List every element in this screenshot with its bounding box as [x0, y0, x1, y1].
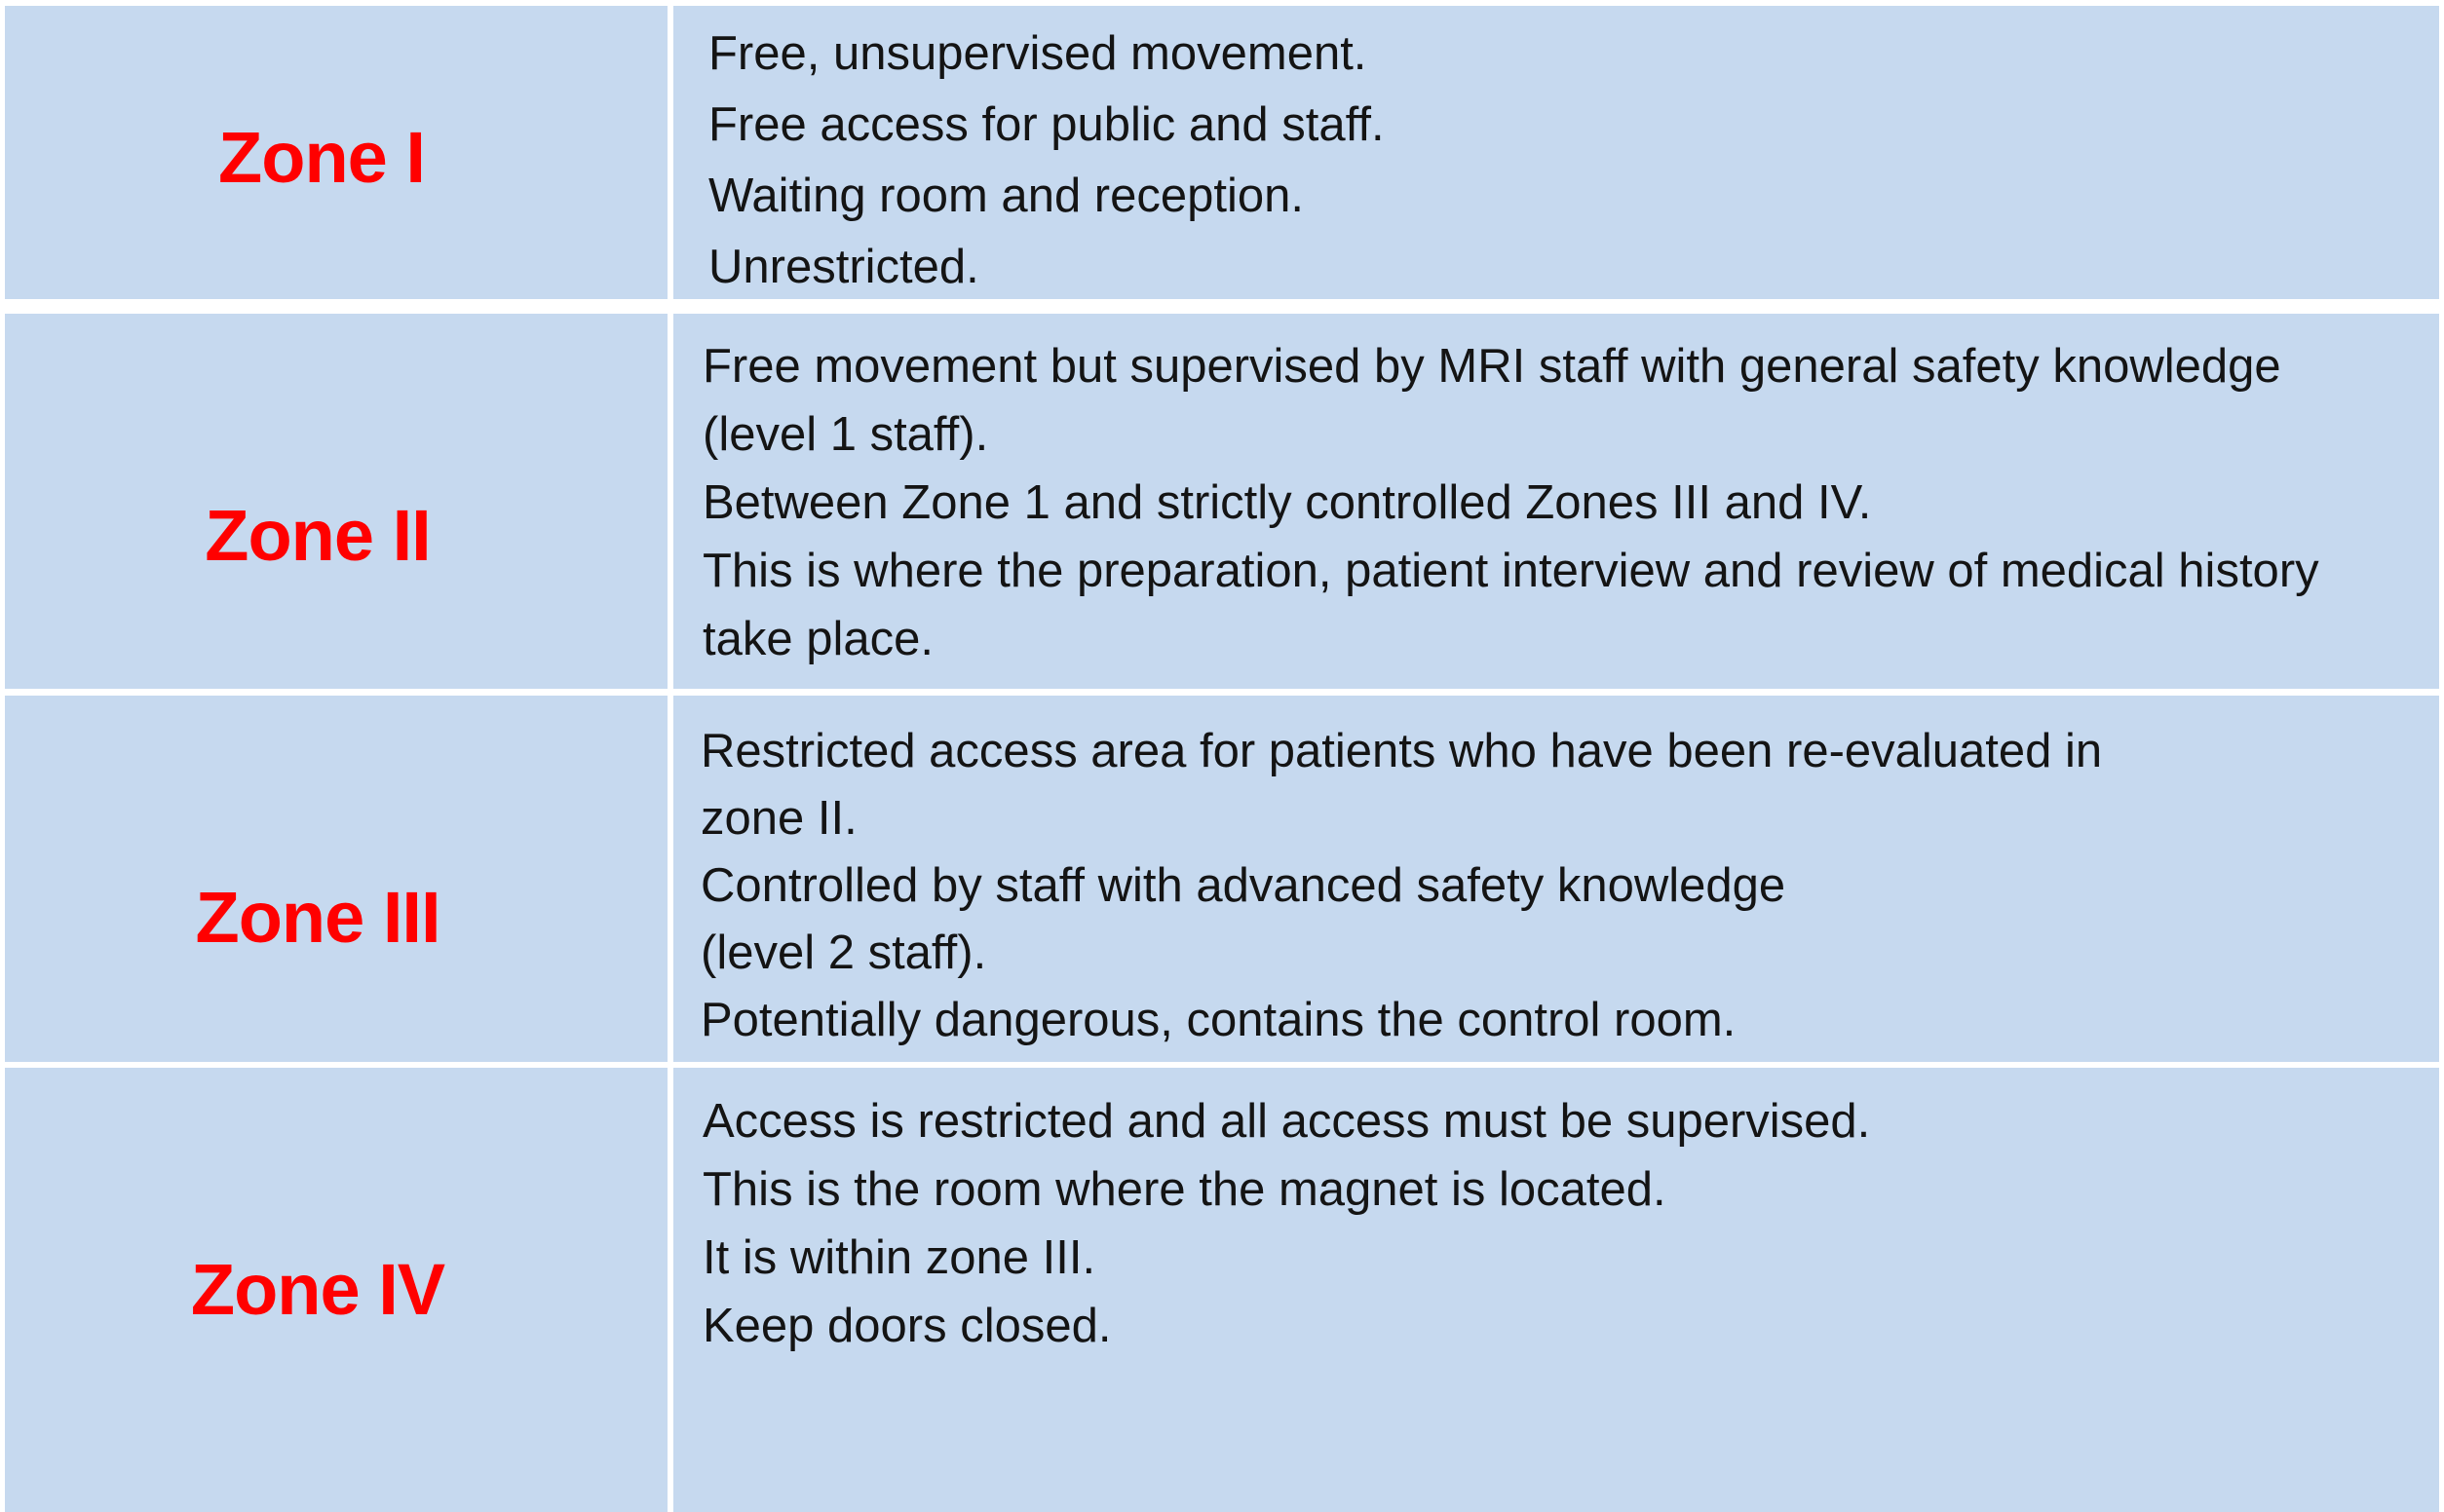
- zone-name-cell: [5, 696, 668, 1062]
- description-line: (level 1 staff).: [703, 408, 989, 461]
- zone-row-4: [5, 1068, 2439, 1512]
- description-line: Unrestricted.: [708, 241, 979, 293]
- description-line: This is the room where the magnet is located.: [703, 1163, 1666, 1216]
- zone-row-3: [5, 696, 2439, 1062]
- zone-name: Zone III: [195, 877, 440, 958]
- zone-name: Zone IV: [190, 1249, 445, 1330]
- description-line: Waiting room and reception.: [708, 170, 1304, 222]
- description-line: Between Zone 1 and strictly controlled Zones III and IV.: [703, 476, 1872, 529]
- description-line: Restricted access area for patients who have been re-evaluated in: [701, 725, 2103, 777]
- description-line: Controlled by staff with advanced safety knowledge: [701, 859, 1786, 912]
- zone-name-cell: [5, 314, 668, 689]
- zone-name: Zone I: [218, 116, 425, 198]
- zone-name: Zone II: [205, 494, 431, 576]
- description-line: zone II.: [701, 792, 858, 845]
- zone-description-cell: [673, 6, 2439, 299]
- description-line: Free movement but supervised by MRI staff with general safety knowledge: [703, 340, 2281, 393]
- zone-row-2: [5, 314, 2439, 689]
- zone-description-cell: [673, 314, 2439, 689]
- zone-row-1: [5, 6, 2439, 299]
- description-line: Access is restricted and all access must be supervised.: [703, 1095, 1871, 1148]
- zone-description-cell: [673, 696, 2439, 1062]
- description-line: Potentially dangerous, contains the control room.: [701, 994, 1737, 1046]
- zone-name-cell: [5, 1068, 668, 1512]
- description-line: (level 2 staff).: [701, 926, 987, 979]
- description-line: Keep doors closed.: [703, 1300, 1112, 1352]
- description-line: Free, unsupervised movement.: [708, 27, 1367, 80]
- zone-description-cell: [673, 1068, 2439, 1512]
- description-line: Free access for public and staff.: [708, 98, 1385, 151]
- description-line: It is within zone III.: [703, 1231, 1096, 1284]
- description-line: This is where the preparation, patient interview and review of medical history: [703, 545, 2319, 597]
- zone-name-cell: [5, 6, 668, 299]
- description-line: take place.: [703, 613, 934, 665]
